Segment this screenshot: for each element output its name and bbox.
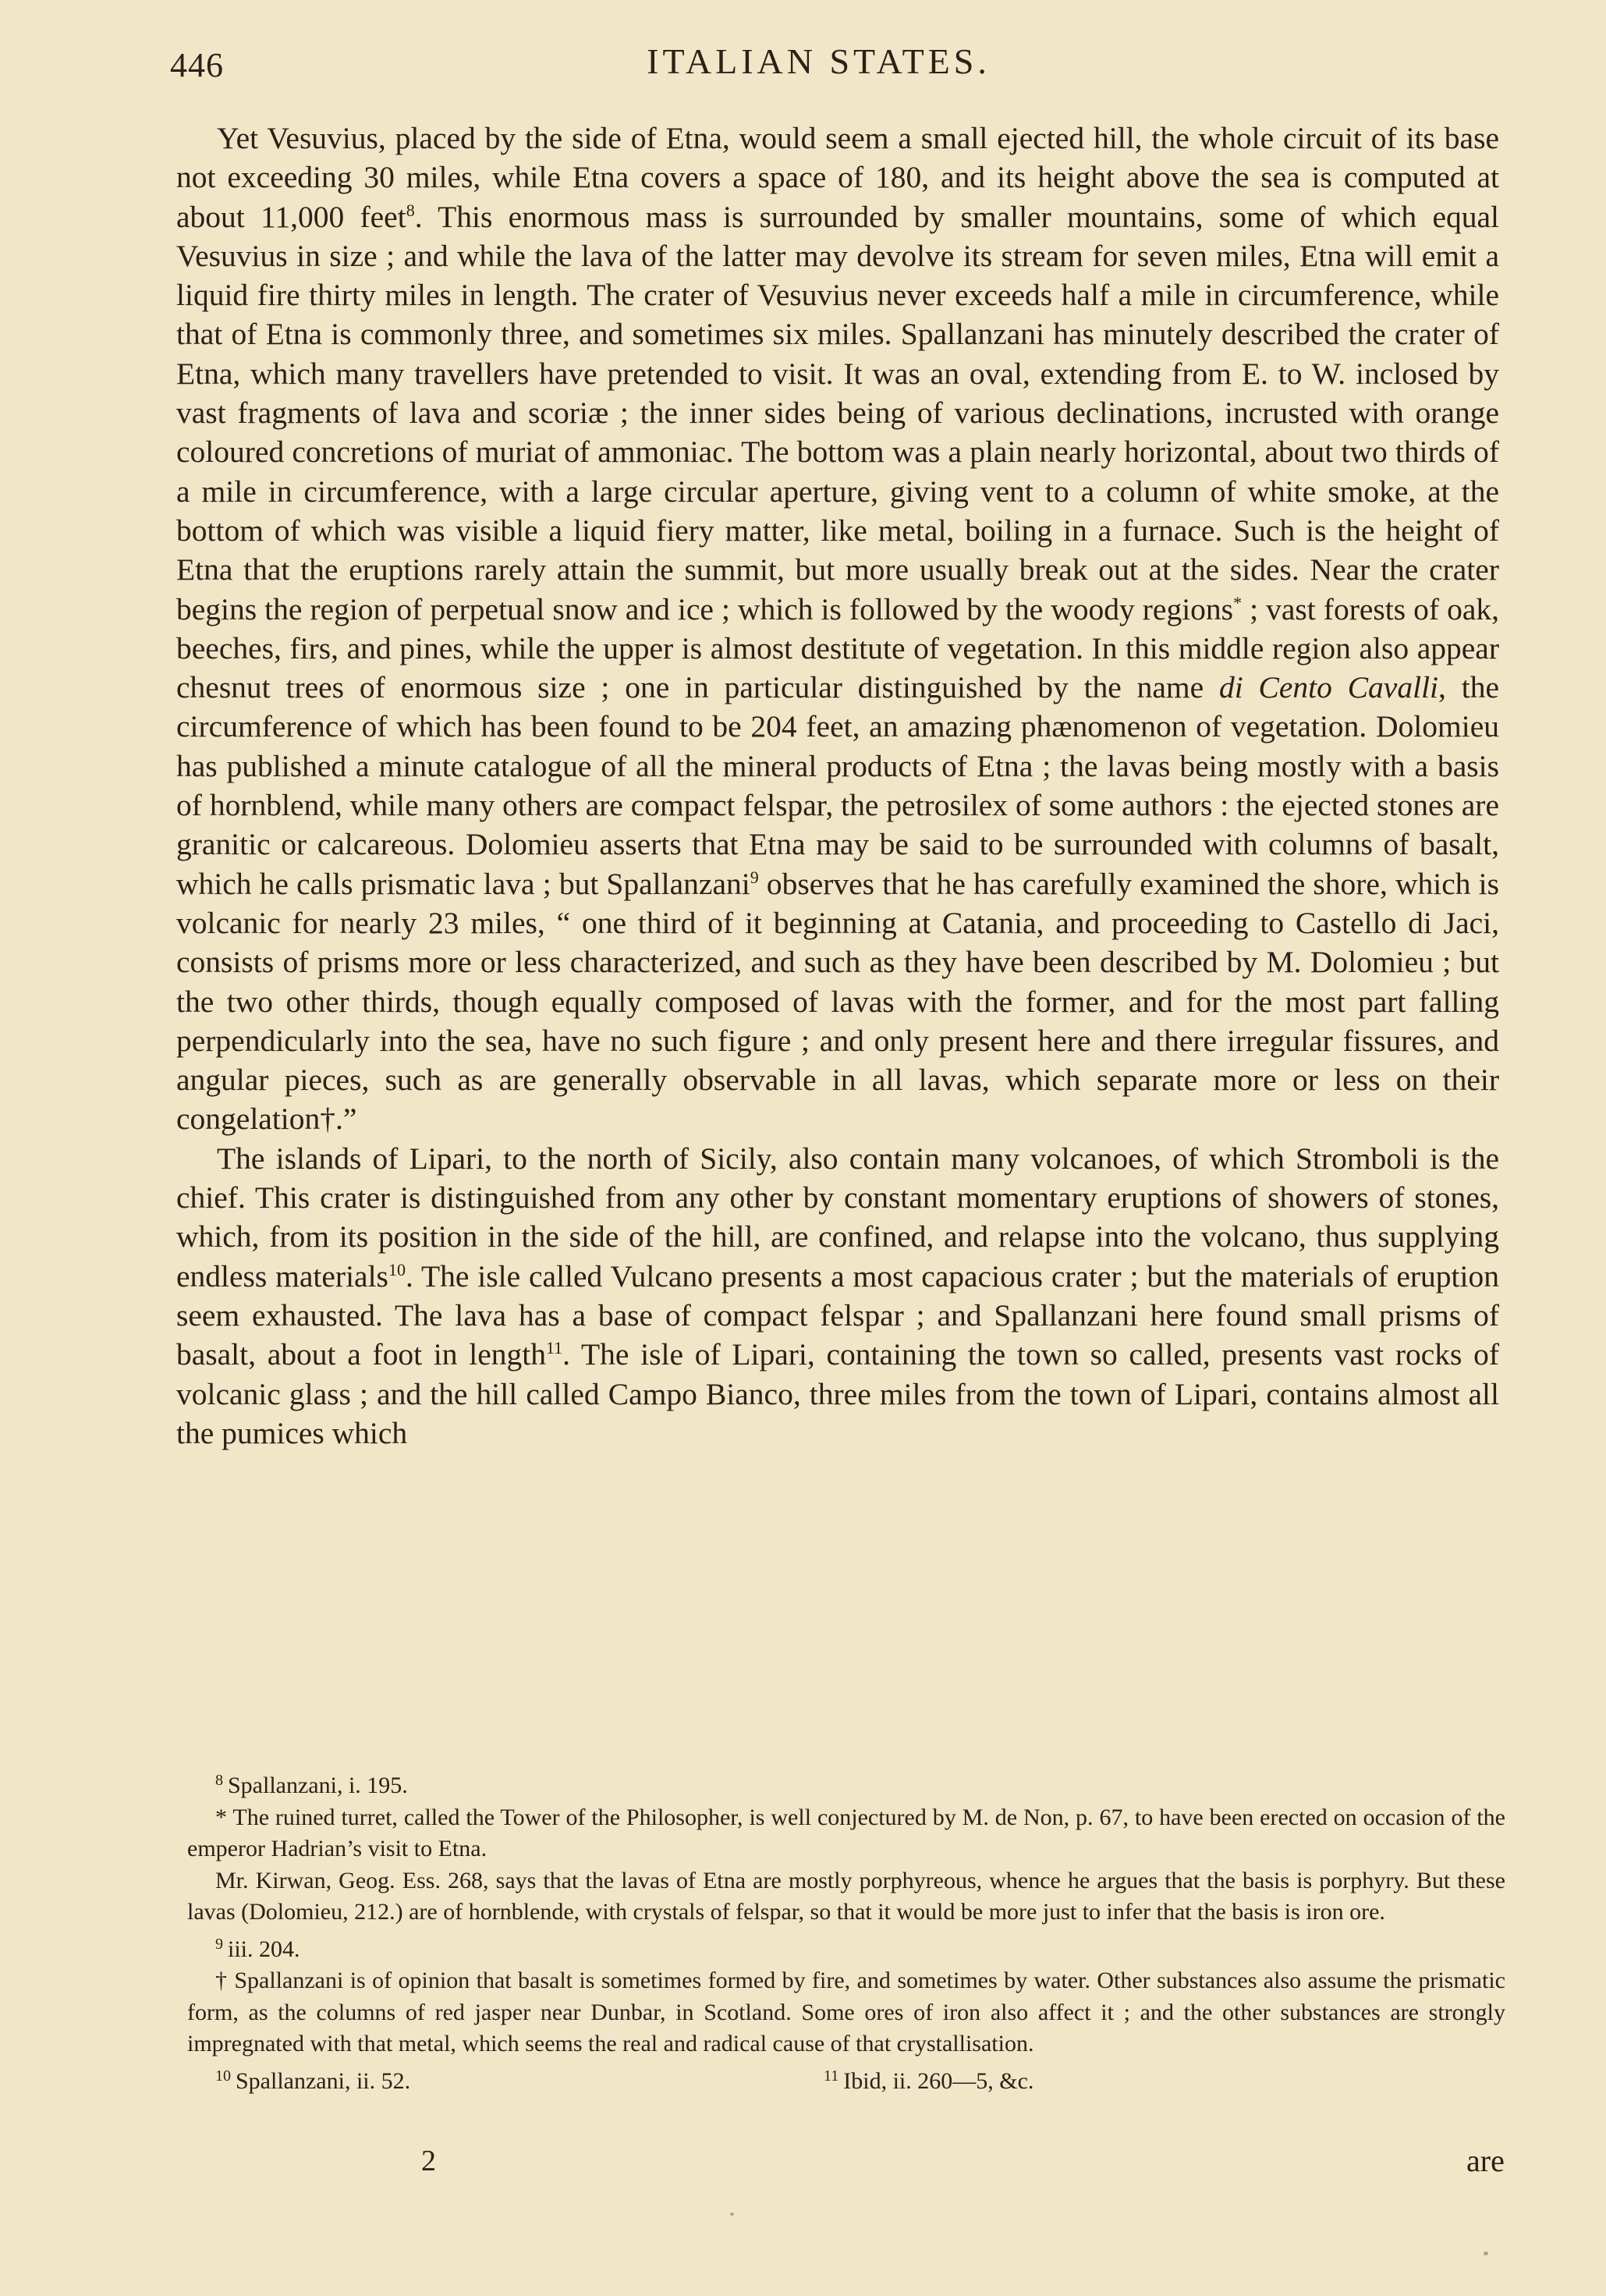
footnote-kirwan: Mr. Kirwan, Geog. Ess. 268, says that the lavas of Etna are mostly porphyreous, whence he argues that the basis is porphyry. But these lavas (Dolomieu, 212.) are of hornblende, with crystals of felspar, so that it would be more just to infer that the basis is iron ore. xyxy=(187,1867,1505,1925)
signature-mark: 2 xyxy=(421,2145,436,2177)
catchword: are xyxy=(1466,2143,1505,2178)
footnote-10: $^{10}$ Spallanzani, ii. 52. xyxy=(215,2067,411,2094)
paper-speck xyxy=(730,2213,734,2216)
footnote-ref-10: 10 xyxy=(388,1259,406,1279)
running-title: ITALIAN STATES. xyxy=(647,41,991,81)
footnote-ref-8: 8 xyxy=(406,200,415,220)
page-number: 446 xyxy=(170,46,224,84)
footnote-9: $^9$ iii. 204. xyxy=(215,1935,300,1962)
main-text xyxy=(176,119,1499,1453)
footnote-ref-11: 11 xyxy=(545,1338,563,1358)
paragraph-etna: Yet Vesuvius, placed by the side of Etna, would seem a small ejected hill, the whole circuit of its base not exceeding 30 miles, while Etna covers a space of 180, and its height above the sea is computed at about 11,000 feet$^8$. This enormous mass is surrounded by smaller mountains, some of which equal Vesuvius in size ; and while the lava of the latter may devolve its stream for seven miles, Etna will emit a liquid fire thirty miles in length. The crater of Vesuvius never exceeds half a mile in circumference, while that of Etna is commonly three, and sometimes six miles. Spallanzani has minutely described the crater of Etna, which many travellers have pretended to visit. It was an oval, extending from E. to W. inclosed by vast fragments of lava and scoriæ ; the inner sides being of various declinations, incrusted with orange coloured concretions of muriat of ammoniac. The bottom was a plain nearly horizontal, about two thirds of a mile in circumference, with a large circular aperture, giving vent to a column of white smoke, at the bottom of which was visible a liquid fiery matter, like metal, boiling in a furnace. Such is the height of Etna that the eruptions rarely attain the summit, but more usually break out at the sides. Near the crater begins the region of perpetual snow and ice ; which is followed by the woody regions* ; vast forests of oak, beeches, firs, and pines, while the upper is almost destitute of vegetation. In this middle region also appear chesnut trees of enormous size ; one in particular distinguished by the name di Cento Cavalli, the circumference of which has been found to be 204 feet, an amazing phænomenon of vegetation. Dolomieu has published a minute catalogue of all the mineral products of Etna ; the lavas being mostly with a basis of hornblend, while many others are compact felspar, the petrosilex of some authors : the ejected stones are granitic or calcareous. Dolomieu asserts that Etna may be said to be surrounded with columns of basalt, which he calls prismatic lava ; but Spallanzani$^9$ observes that he has carefully examined the shore, which is volcanic for nearly 23 miles, “ one third of it beginning at Catania, and proceeding to Castello di Jaci, consists of prisms more or less characterized, and such as they have been described by M. Dolomieu ; but the two other thirds, though equally composed of lavas with the former, and for the most part falling perpendicularly into the sea, have no such figure ; and only present here and there irregular fissures, and angular pieces, such as are generally observable in all lavas, which separate more or less on their congelation†.” xyxy=(176,121,1500,1137)
paper-speck xyxy=(1484,2252,1488,2255)
footnote-ref-9: 9 xyxy=(750,867,759,887)
footnotes xyxy=(187,1765,1505,2097)
footnote-11: $^{11}$ Ibid, ii. 260—5, &c. xyxy=(824,2067,1034,2094)
footnote-dagger: † Spallanzani is of opinion that basalt is sometimes formed by fire, and sometimes by water. Other substances also assume the prismatic form, as the columns of red jasper near Dunbar, in Scotland. Some ores of iron also affect it ; and the other substances are strongly impregnated with that metal, which seems the real and radical cause of that crystallisation. xyxy=(187,1968,1505,2056)
footnote-ref-star: * xyxy=(1233,592,1243,612)
footnote-star: * The ruined turret, called the Tower of the Philosopher, is well conjectured by M. de Non, p. 67, to have been erected on occasion of the emperor Hadrian’s visit to Etna. xyxy=(187,1804,1505,1861)
footnote-8: $^8$ Spallanzani, i. 195. xyxy=(215,1772,408,1798)
italic-name: di Cento Cavalli xyxy=(1219,670,1439,705)
footnote-row-10-11 xyxy=(187,2060,1505,2098)
paragraph-lipari: The islands of Lipari, to the north of Sicily, also contain many volcanoes, of which Stromboli is the chief. This crater is distinguished from any other by constant momentary eruptions of showers of stones, which, from its position in the side of the hill, are confined, and relapse into the volcano, thus supplying endless materials$^{10}$. The isle called Vulcano presents a most capacious crater ; but the materials of eruption seem exhausted. The lava has a base of compact felspar ; and Spallanzani here found small prisms of basalt, about a foot in length$^{11}$. The isle of Lipari, containing the town so called, presents vast rocks of volcanic glass ; and the hill called Campo Bianco, three miles from the town of Lipari, contains almost all the pumices which xyxy=(176,1141,1499,1450)
